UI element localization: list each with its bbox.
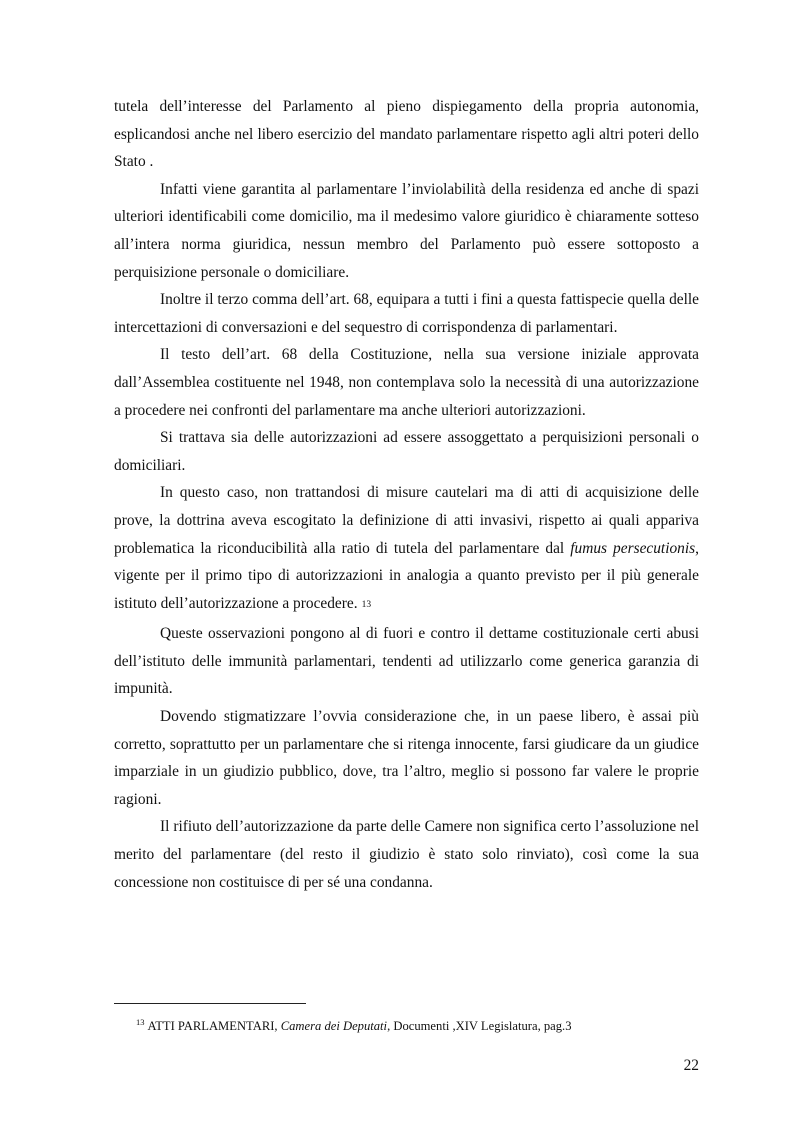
paragraph-text: Il testo dell’art. 68 della Costituzione, nella sua versione iniziale approvata dall’Assemblea costituente nel 1948, non contemplava solo la necessità di una autorizzazione a procedere nei confronti del parlamentare ma anche ulteriori autorizzazioni. [114, 346, 699, 419]
paragraph [114, 703, 699, 813]
paragraph [114, 176, 699, 286]
paragraph [114, 341, 699, 424]
paragraph-text: In questo caso, non trattandosi di misure cautelari ma di atti di acquisizione delle prove, la dottrina aveva escogitato la definizione di atti invasivi, rispetto ai quali appariva problematica la riconducibilità alla ratio di tutela del parlamentare dal [114, 484, 699, 557]
paragraph-text: Infatti viene garantita al parlamentare l’inviolabilità della residenza ed anche di spazi ulteriori identificabili come domicilio, ma il medesimo valore giuridico è chiaramente sotteso all’intera norma giuridica, nessun membro del Parlamento può essere sottoposto a perquisizione personale o domiciliare. [114, 180, 699, 281]
paragraph-text: Dovendo stigmatizzare l’ovvia considerazione che, in un paese libero, è assai più corretto, soprattutto per un parlamentare che si ritenga innocente, farsi giudicare da un giudice imparziale in un giudizio pubblico, dove, tra l’altro, meglio si possono far valere le proprie ragioni. [114, 708, 699, 808]
footnote-reference: 13 [361, 599, 372, 610]
paragraph-text: Queste osservazioni pongono al di fuori e contro il dettame costituzionale certi abusi dell’istituto delle immunità parlamentari, tendenti ad utilizzarlo come generica garanzia di impunità. [114, 625, 699, 698]
page-number: 22 [683, 1057, 699, 1074]
paragraph-text: Inoltre il terzo comma dell’art. 68, equipara a tutti i fini a questa fattispecie quella delle intercettazioni di conversazioni e del sequestro di corrispondenza di parlamentari. [114, 291, 699, 336]
footnote-separator [114, 1003, 306, 1004]
footnote-italic: Camera dei Deputati [280, 1019, 388, 1033]
italic-text: fumus persecutionis [570, 539, 696, 557]
paragraph [114, 479, 699, 620]
paragraph [114, 286, 699, 341]
paragraph-text: , vigente per il primo tipo di autorizzazioni in analogia a quanto previsto per il più generale istituto dell’autorizzazione a procedere. [114, 539, 699, 612]
paragraph [114, 93, 699, 176]
footnote-rest: , Documenti ,XIV Legislatura, pag.3 [387, 1019, 572, 1033]
footnote-lead: ATTI PARLAMENTARI, [147, 1019, 281, 1033]
footnote [136, 1014, 696, 1034]
paragraph-text: Si trattava sia delle autorizzazioni ad essere assoggettato a perquisizioni personali o domiciliari. [114, 429, 699, 474]
body-text [114, 93, 699, 896]
paragraph [114, 620, 699, 703]
paragraph [114, 424, 699, 479]
footnote-number: 13 [136, 1017, 145, 1027]
paragraph [114, 813, 699, 896]
paragraph-text: tutela dell’interesse del Parlamento al pieno dispiegamento della propria autonomia, esplicandosi anche nel libero esercizio del mandato parlamentare rispetto agli altri poteri dello Stato . [114, 98, 699, 171]
paragraph-text: Il rifiuto dell’autorizzazione da parte delle Camere non significa certo l’assoluzione nel merito del parlamentare (del resto il giudizio è stato solo rinviato), così come la sua concessione non costituisce di per sé una condanna. [114, 818, 699, 891]
